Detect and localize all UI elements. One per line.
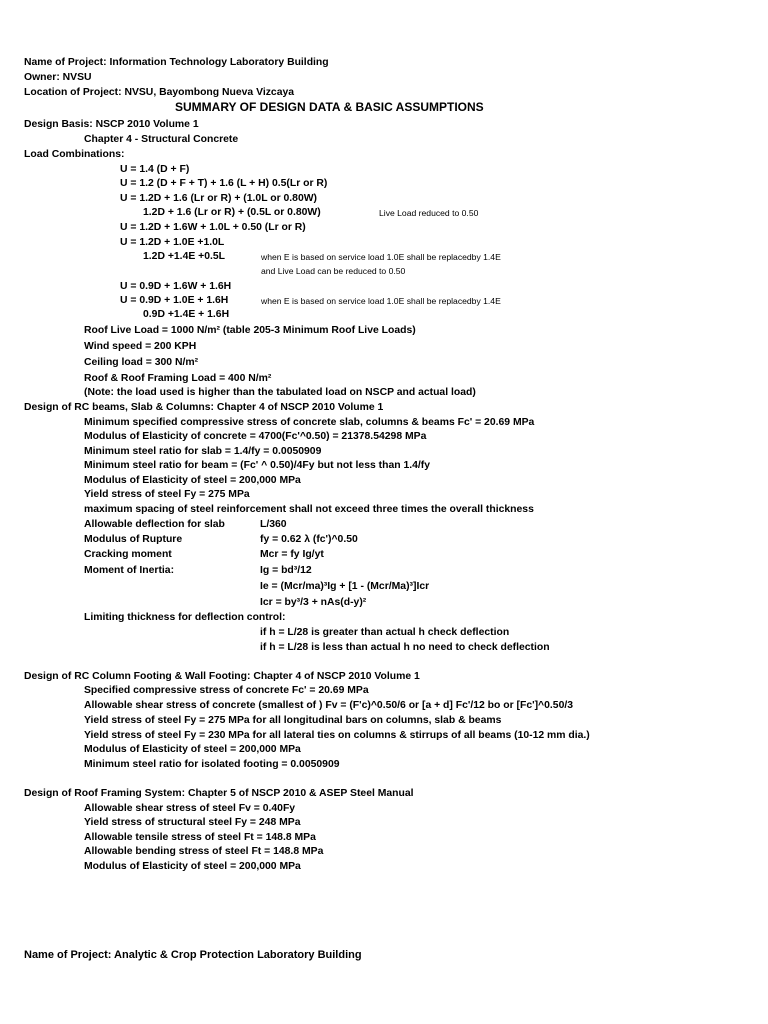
load-note: Live Load reduced to 0.50 xyxy=(379,208,479,218)
load-combination: 1.2D +1.4E +0.5L xyxy=(143,251,226,262)
load-combination: U = 1.2D + 1.6W + 1.0L + 0.50 (Lr or R) xyxy=(120,222,306,233)
footing-design-heading: Design of RC Column Footing & Wall Footing: Chapter 4 of NSCP 2010 Volume 1 xyxy=(24,671,420,682)
ceiling-load: Ceiling load = 300 N/m² xyxy=(84,357,199,368)
load-combination: 1.2D + 1.6 (Lr or R) + (0.5L or 0.80W) xyxy=(143,207,321,218)
footing-item: Modulus of Elasticity of steel = 200,000 MPa xyxy=(84,744,301,755)
next-project-name: Name of Project: Analytic & Crop Protection Laboratory Building xyxy=(24,949,362,961)
footing-item: Yield stress of steel Fy = 275 MPa for all longitudinal bars on columns, slab & beams xyxy=(84,715,502,726)
footing-item: Yield stress of steel Fy = 230 MPa for all lateral ties on columns & stirrups of all beams (10-12 mm dia.) xyxy=(84,730,590,741)
inertia-formula: Ie = (Mcr/ma)³Ig + [1 - (Mcr/Ma)³]Icr xyxy=(260,581,430,592)
cracking-value: Mcr = fy Ig/yt xyxy=(260,549,324,560)
load-combination: U = 0.9D + 1.0E + 1.6H xyxy=(120,295,229,306)
design-basis-chapter: Chapter 4 - Structural Concrete xyxy=(84,134,239,145)
load-combinations-heading: Load Combinations: xyxy=(24,149,125,160)
load-note: when E is based on service load 1.0E shall be replacedby 1.4E xyxy=(261,252,501,262)
rc-item: Minimum specified compressive stress of concrete slab, columns & beams Fc' = 20.69 MPa xyxy=(84,417,535,428)
rc-item: maximum spacing of steel reinforcement shall not exceed three times the overall thickness xyxy=(84,504,534,515)
limiting-thickness-heading: Limiting thickness for deflection control: xyxy=(84,612,286,623)
roof-design-heading: Design of Roof Framing System: Chapter 5 of NSCP 2010 & ASEP Steel Manual xyxy=(24,788,414,799)
rc-item: Minimum steel ratio for beam = (Fc' ^ 0.50)/4Fy but not less than 1.4/fy xyxy=(84,460,431,471)
roof-item: Yield stress of structural steel Fy = 248 MPa xyxy=(84,817,301,828)
inertia-formula: Ig = bd³/12 xyxy=(260,565,312,576)
load-note: and Live Load can be reduced to 0.50 xyxy=(261,266,406,276)
roof-framing-load: Roof & Roof Framing Load = 400 N/m² xyxy=(84,373,272,384)
load-combination: U = 1.4 (D + F) xyxy=(120,164,190,175)
rc-item: Minimum steel ratio for slab = 1.4/fy = 0.0050909 xyxy=(84,446,322,457)
roof-live-load: Roof Live Load = 1000 N/m² (table 205-3 Minimum Roof Live Loads) xyxy=(84,325,416,336)
roof-item: Allowable tensile stress of steel Ft = 148.8 MPa xyxy=(84,832,316,843)
project-name: Name of Project: Information Technology Laboratory Building xyxy=(24,57,329,68)
rupture-value: fy = 0.62 λ (fc')^0.50 xyxy=(260,534,358,545)
wind-speed: Wind speed = 200 KPH xyxy=(84,341,197,352)
footing-item: Allowable shear stress of concrete (smallest of ) Fv = (F'c)^0.50/6 or [a + d] Fc'/12 bo or [Fc']^0.50/3 xyxy=(84,700,574,711)
load-combination: U = 1.2D + 1.0E +1.0L xyxy=(120,237,225,248)
rc-item: Yield stress of steel Fy = 275 MPa xyxy=(84,489,250,500)
deflection-label: Allowable deflection for slab xyxy=(84,519,225,530)
load-combination: 0.9D +1.4E + 1.6H xyxy=(143,309,230,320)
design-basis: Design Basis: NSCP 2010 Volume 1 xyxy=(24,119,199,130)
cracking-label: Cracking moment xyxy=(84,549,172,560)
rupture-label: Modulus of Rupture xyxy=(84,534,183,545)
roof-item: Allowable shear stress of steel Fv = 0.40Fy xyxy=(84,803,296,814)
rc-item: Modulus of Elasticity of steel = 200,000 MPa xyxy=(84,475,301,486)
load-note: (Note: the load used is higher than the tabulated load on NSCP and actual load) xyxy=(84,387,476,398)
rc-item: Modulus of Elasticity of concrete = 4700(Fc'^0.50) = 21378.54298 MPa xyxy=(84,431,427,442)
owner: Owner: NVSU xyxy=(24,72,92,83)
roof-item: Modulus of Elasticity of steel = 200,000 MPa xyxy=(84,861,301,872)
footing-item: Specified compressive stress of concrete Fc' = 20.69 MPa xyxy=(84,685,369,696)
limiting-thickness-rule: if h = L/28 is greater than actual h check deflection xyxy=(260,627,510,638)
rc-design-heading: Design of RC beams, Slab & Columns: Chapter 4 of NSCP 2010 Volume 1 xyxy=(24,402,384,413)
limiting-thickness-rule: if h = L/28 is less than actual h no need to check deflection xyxy=(260,642,550,653)
load-combination: U = 0.9D + 1.6W + 1.6H xyxy=(120,281,232,292)
footing-item: Minimum steel ratio for isolated footing = 0.0050909 xyxy=(84,759,340,770)
load-combination: U = 1.2 (D + F + T) + 1.6 (L + H) 0.5(Lr or R) xyxy=(120,178,328,189)
project-location: Location of Project: NVSU, Bayombong Nueva Vizcaya xyxy=(24,87,295,98)
load-note: when E is based on service load 1.0E shall be replacedby 1.4E xyxy=(261,296,501,306)
load-combination: U = 1.2D + 1.6 (Lr or R) + (1.0L or 0.80W) xyxy=(120,193,318,204)
deflection-value: L/360 xyxy=(260,519,287,530)
roof-item: Allowable bending stress of steel Ft = 148.8 MPa xyxy=(84,846,324,857)
inertia-formula: Icr = by³/3 + nAs(d-y)² xyxy=(260,597,367,608)
document-title: SUMMARY OF DESIGN DATA & BASIC ASSUMPTIONS xyxy=(175,100,484,114)
inertia-label: Moment of Inertia: xyxy=(84,565,175,576)
